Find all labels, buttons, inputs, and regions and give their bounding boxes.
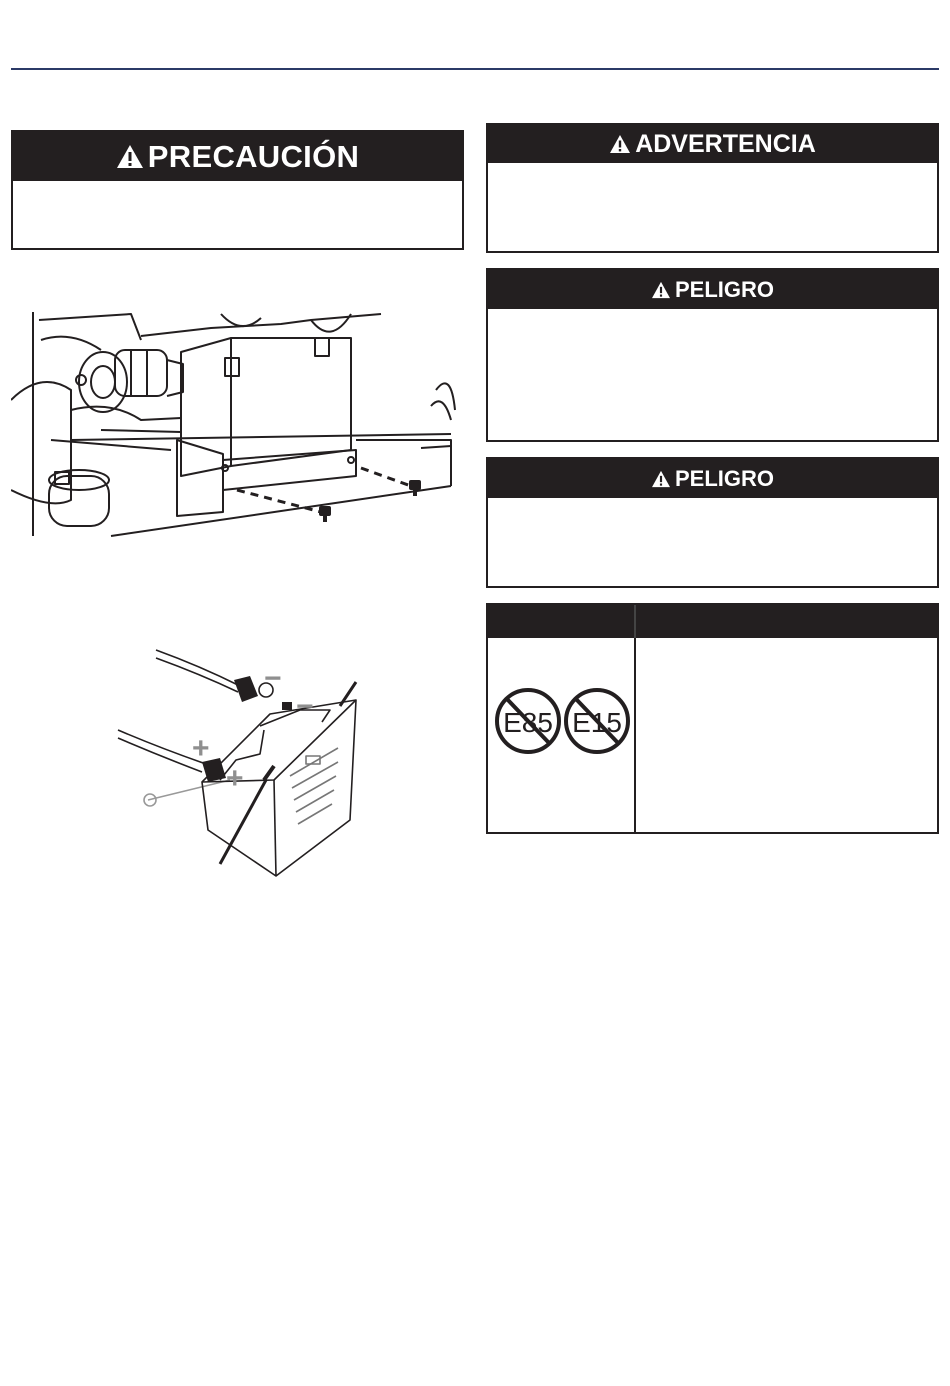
no-e15-label: E15 [572,707,622,738]
warning-triangle-icon [651,470,671,488]
warning-triangle-icon [651,281,671,299]
danger-header-2 [488,459,937,498]
no-e15-icon [566,690,628,752]
warning-triangle-icon [609,134,631,154]
warning-triangle-icon [116,144,144,169]
fuel-table-header [488,605,937,638]
fuel-header-divider [634,605,636,638]
top-rule [11,68,939,70]
danger-label-1: PELIGRO [674,276,774,302]
negative-mark-battery: − [296,690,314,723]
negative-mark-cable: − [264,662,282,695]
positive-mark-battery: + [226,762,244,795]
fuel-icons [492,687,632,764]
warning-box [486,123,939,253]
danger-header-1 [488,270,937,309]
danger-label-2: PELIGRO [674,465,774,491]
caution-header [13,132,462,181]
fuel-table [486,603,939,834]
no-e85-label: E85 [503,707,553,738]
danger-box-1 [486,268,939,442]
battery-installation-figure [11,300,456,540]
caution-box [11,130,464,250]
positive-mark-cable: + [192,732,210,765]
battery-cable-figure [110,630,370,880]
warning-label: ADVERTENCIA [635,129,816,158]
warning-header [488,125,937,163]
fuel-column-divider [634,638,636,832]
danger-box-2 [486,457,939,588]
caution-label: PRECAUCIÓN [147,138,360,174]
no-e85-icon [497,690,559,752]
